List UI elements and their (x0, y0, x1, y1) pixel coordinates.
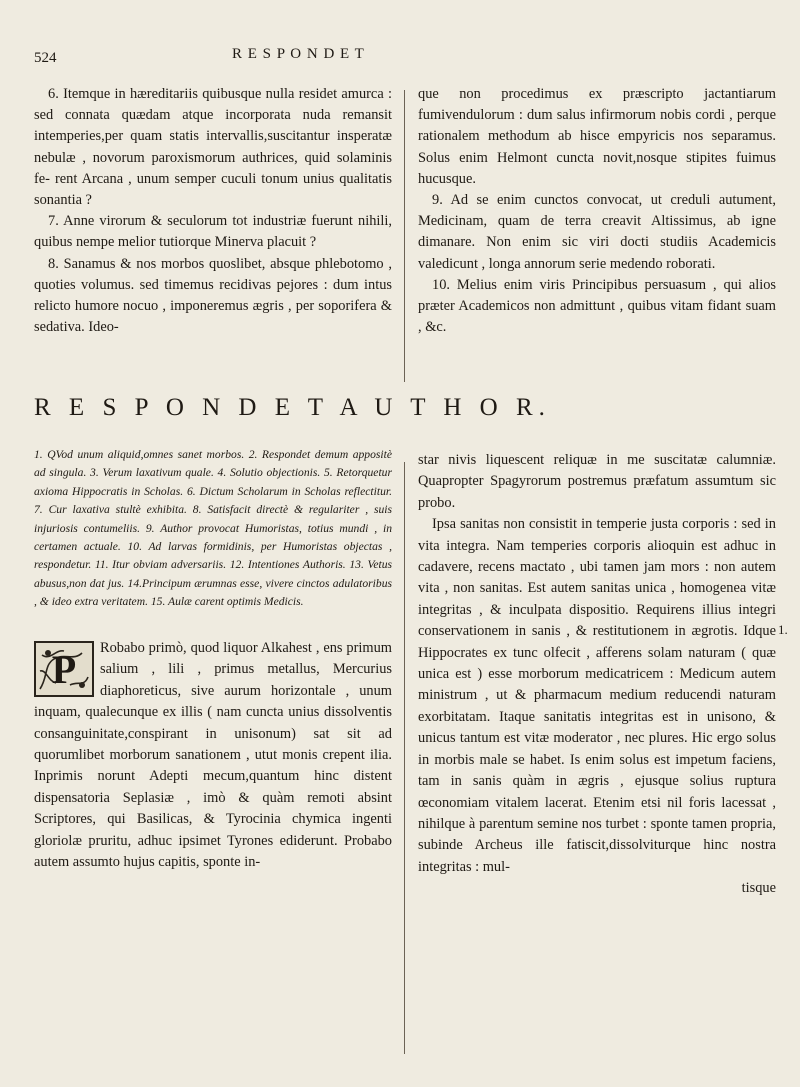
body-paragraph: Ipsa sanitas non consistit in temperie justa corporis : sed in vita integra. Nam temperies corporis alioquin est adhuc in cadavere, recens mactato , ubi tamen jam mors : non autem vita , non sanitas. Est autem sanitas unica , homogenea vitæ integritas , & inculpata dispositio. Requirens illius integri conservationem in sanis , & restitutionem in ægrotis. Idque Hippocrates ex tunc olfecit , afferens solam naturam ( quæ unica est ) esse morborum medicatricem : Medicum autem ministrum , ut & pharmacum medium reducendi naturam exorbitatam. Itaque sanitatis integritas est in unisono, & unicus tantum est vitæ moderator , nec plures. Hic ergo solus in morbis male se habet. Is enim solus est impetum faciens, tam in sanis quàm in ægris , ejusque solius ruptura œconomiam vitalem lacerat. Etenim etsi nil foris lacessat , nihilque à parentum semine nos turbet : sponte tamen propria, subinde Archeus ille fatiscit,dissolviturque hinc nostra integritas : mul- (418, 516, 776, 875)
page-number: 524 (34, 50, 57, 66)
catchword: tisque (741, 880, 776, 897)
left-column-top (34, 84, 392, 338)
column-divider (404, 462, 405, 1054)
column-divider (404, 90, 405, 382)
running-title: R E S P O N D E T (232, 46, 365, 62)
dropcap-letter: P (51, 647, 77, 692)
numbered-paragraph: que non procedimus ex præscripto jactantiarum fumivendulorum : dum salus infirmorum nobis cordi , perque rationalem methodum ab hisce empyricis nos separamus. Solus enim Helmont cuncta novit,nosque stipites fuimus hucusque. (418, 86, 776, 187)
left-column-body (34, 638, 392, 873)
chapter-summary: 1. QVod unum aliquid,omnes sanet morbos. 2. Respondet demum appositè ad singula. 3. Verum laxativum quale. 4. Solutio objectionis. 5. Retorquetur axioma Hippocratis in Scholas. 6. Dictum Scholarum in Scholas reflectitur. 7. Cur laxativa stultè exhibita. 8. Satisfacit directè & regulariter , suis injuriosis contumeliis. 9. Author provocat Humoristas, totius mundi , in certamen actuale. 10. Ad larvas formidinis, per Humoristas objectas , respondetur. 11. Itur obviam adversariis. 12. Intentiones Authoris. 13. Vetus abusus,non dat jus. 14.Principum ærumnas esse, vivere cinctos adulatoribus , & ideo extra veritatem. 15. Aulæ carent optimis Medicis. (34, 448, 392, 609)
numbered-paragraph: 10. Melius enim viris Principibus persuasum , qui alios præter Academicos non admittunt , quibus vitam fidant suam , &c. (418, 276, 776, 336)
numbered-paragraph: 7. Anne virorum & seculorum tot industriæ fuerunt nihili, quibus nempe melior tutiorque Minerva placuit ? (34, 213, 392, 251)
numbered-paragraph: 6. Itemque in hæreditariis quibusque nulla residet amurca : sed connata quædam atque incorporata nuda remansit intemperies,per quam statis intervallis,suscitantur insperatæ nebulæ , novorum paroxismorum authrices, quid solaminis fe- rent Arcana , unum semper cuculi tonum unius qualitatis sonantia ? (34, 86, 392, 209)
section-heading: R E S P O N D E T A U T H O R. (34, 394, 551, 421)
body-paragraph: Robabo primò, quod liquor Alkahest , ens primum salium , lili , primus metallus, Mercurius diaphoreticus, sive aurum horizontale , unum inquam, qualecunque ex illis ( nam cuncta unius dissolventis consanguinitate,conspirant in unisonum) sat sit ad quorumlibet morborum sanationem , utut monis crepent ilia. Inprimis norunt Adepti mecum,quantum hinc distent dispensatoria Seplasiæ , imò & quàm remoti absint Scriptores, qui Basilicas, & Tyrocinia chymica ingenti gloriolæ pruritu, adhuc ipsimet Tyrones ediderunt. Probabo autem assumto hujus capitis, sponte in- (34, 640, 392, 871)
ornamental-initial (34, 641, 94, 697)
margin-note-number: 1. (778, 622, 788, 637)
numbered-paragraph: 9. Ad se enim cunctos convocat, ut creduli autument, Medicinam, quam de terra creavit Altissimus, ab igne dimanare. Non enim sic viri docti studiis Academicis valedicunt , longa annorum serie medendo roborati. (418, 192, 776, 272)
right-column-body (418, 450, 776, 900)
body-paragraph: star nivis liquescent reliquæ in me suscitatæ calumniæ. Quapropter Spagyrorum postremus præfatum assumtum sic probo. (418, 452, 776, 511)
right-column-top (418, 84, 776, 338)
numbered-paragraph: 8. Sanamus & nos morbos quoslibet, absque phlebotomo , quoties volumus. sed timemus recidivas pejores : dum intus relicto humore nocuo , imponeremus ægris , per soporifera & sedativa. Ideo- (34, 255, 392, 336)
